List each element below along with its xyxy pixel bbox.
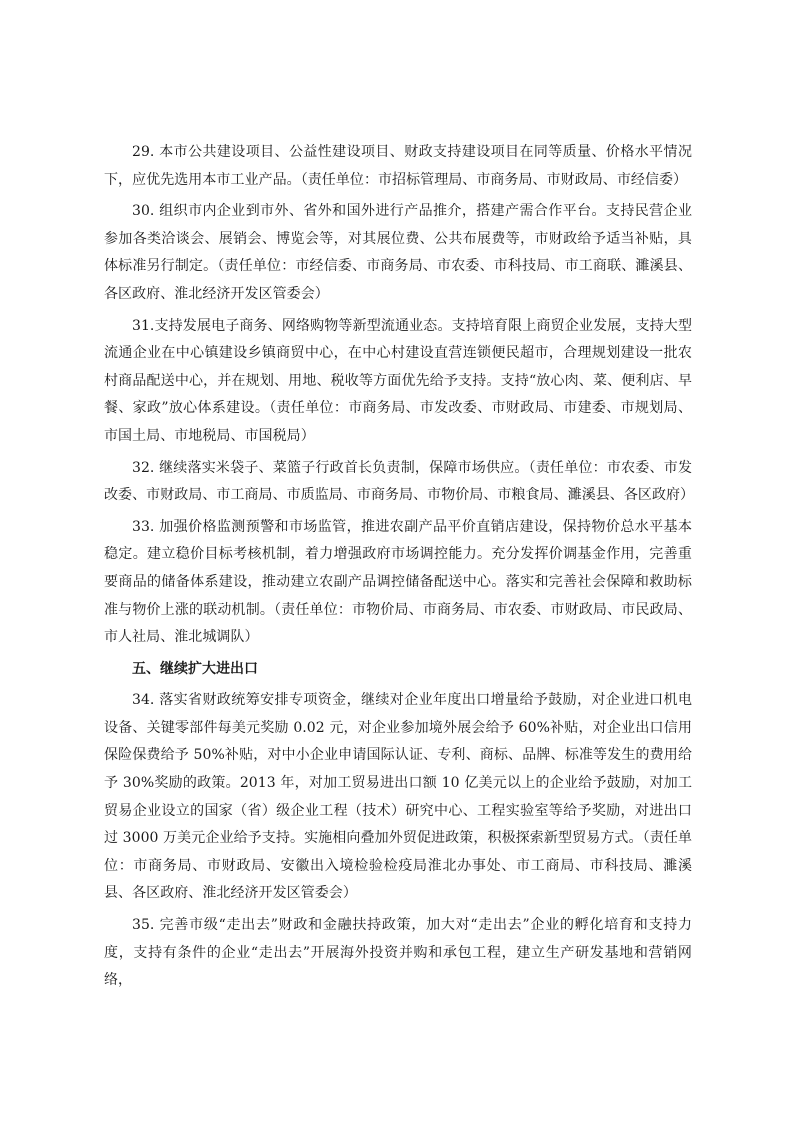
paragraph-33: 33. 加强价格监测预警和市场监管，推进农副产品平价直销店建设，保持物价总水平基本稳定。建立稳价目标考核机制，着力增强政府市场调控能力。充分发挥价调基金作用，完善重要商品的储备体系建设，推动建立农副产品调控储备配送中心。落实和完善社会保障和救助标准与物价上涨的联动机制。（责任单位：市物价局、市商务局、市农委、市财政局、市民政局、市人社局、淮北城调队） (104, 518, 692, 646)
section-heading-5: 五、继续扩大进出口 (132, 660, 258, 677)
document-body (104, 139, 695, 999)
paragraph-35: 35. 完善市级“走出去”财政和金融扶持政策，加大对“走出去”企业的孵化培育和支持力度，支持有条件的企业“走出去”开展海外投资并购和承包工程，建立生产研发基地和营销网络， (104, 917, 692, 989)
paragraph-29: 29. 本市公共建设项目、公益性建设项目、财政支持建设项目在同等质量、价格水平情况下，应优先选用本市工业产品。（责任单位：市招标管理局、市商务局、市财政局、市经信委） (104, 144, 692, 188)
paragraph-32: 32. 继续落实米袋子、菜篮子行政首长负责制，保障市场供应。（责任单位：市农委、市发改委、市财政局、市工商局、市质监局、市商务局、市物价局、市粮食局、濉溪县、各区政府） (104, 459, 695, 504)
paragraph-30: 30. 组织市内企业到市外、省外和国外进行产品推介，搭建产需合作平台。支持民营企业参加各类洽谈会、展销会、博览会等，对其展位费、公共布展费等，市财政给予适当补贴，具体标准另行制定。（责任单位：市经信委、市商务局、市农委、市科技局、市工商联、濉溪县、各区政府、淮北经济开发区管委会） (104, 203, 692, 302)
paragraph-31: 31.支持发展电子商务、网络购物等新型流通业态。支持培育限上商贸企业发展，支持大型流通企业在中心镇建设乡镇商贸中心，在中心村建设直营连锁便民超市，合理规划建设一批农村商品配送中心，并在规划、用地、税收等方面优先给予支持。支持“放心肉、菜、便利店、早餐、家政”放心体系建设。（责任单位：市商务局、市发改委、市财政局、市建委、市规划局、市国土局、市地税局、市国税局） (104, 317, 692, 444)
paragraph-34: 34. 落实省财政统筹安排专项资金，继续对企业年度出口增量给予鼓励，对企业进口机电设备、关键零部件每美元奖励 0.02 元，对企业参加境外展会给予 60%补贴，对企业出口信用保险保费给予 50%补贴，对中小企业申请国际认证、专利、商标、品牌、标准等发生的费用给予 30%奖励的政策。2013 年，对加工贸易进出口额 10 亿美元以上的企业给予鼓励，对加工贸易企业设立的国家（省）级企业工程（技术）研究中心、工程实验室等给予奖励，对进出口过 3000 万美元企业给予支持。实施相向叠加外贸促进政策，积极探索新型贸易方式。（责任单位：市商务局、市财政局、安徽出入境检验检疫局淮北办事处、市工商局、市科技局、濉溪县、各区政府、淮北经济开发区管委会） (104, 692, 692, 902)
